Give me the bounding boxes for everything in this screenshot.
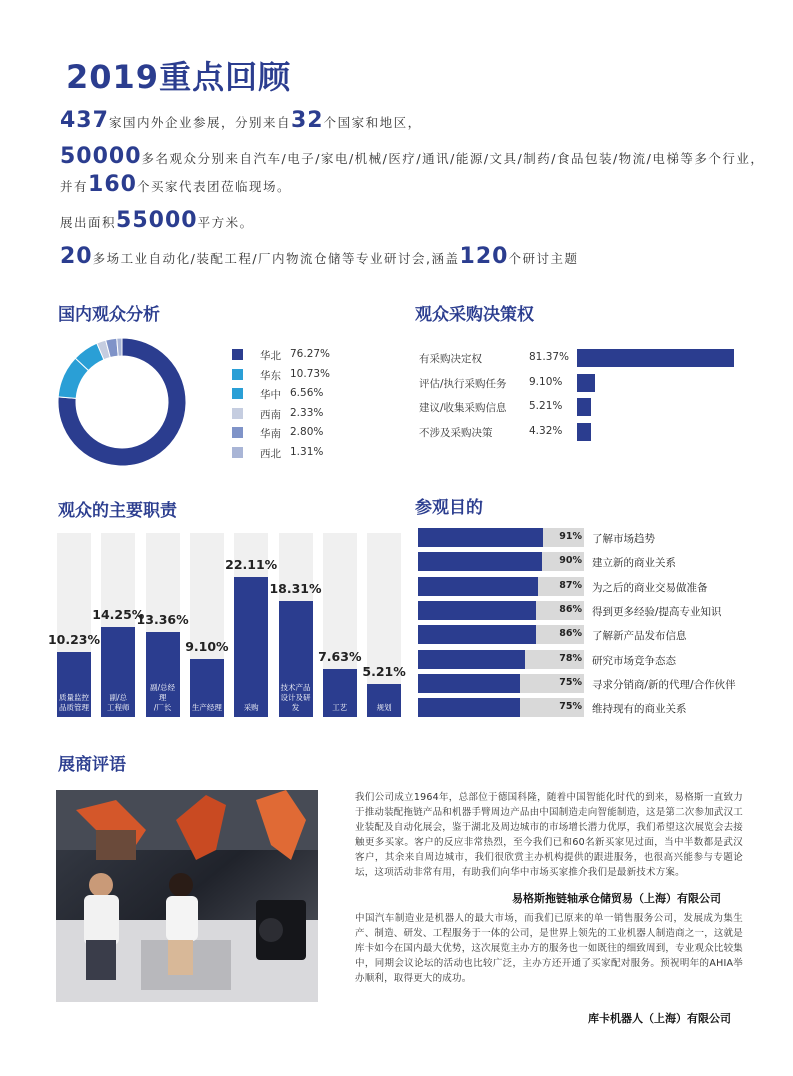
purpose-row (418, 698, 584, 717)
decision-row (413, 349, 743, 367)
job-bar (367, 684, 401, 717)
job-bar (323, 669, 357, 717)
purpose-label: 了解市场趋势 (592, 533, 655, 545)
purpose-label: 研究市场竞争态态 (592, 654, 676, 667)
stat-visitors: 50000多名观众分别来自汽车/电子/家电/机械/医疗/通讯/能源/文具/制药/食品包装/物流/电梯等多个行业， (60, 144, 765, 169)
decision-bar-chart (413, 340, 743, 455)
section-reviews-heading: 展商评语 (58, 755, 126, 775)
job-value: 14.25% (92, 606, 145, 622)
section-jobs-heading: 观众的主要职责 (58, 501, 177, 521)
job-label: 生产经理 (191, 703, 222, 712)
job-bar (146, 632, 180, 717)
legend-value: 10.73% (290, 367, 331, 380)
legend-value: 76.27% (290, 348, 331, 360)
purpose-value: 75% (559, 676, 582, 688)
purpose-row (418, 674, 584, 693)
stat-seminars: 20多场工业自动化/装配工程/厂内物流仓储等专业研讨会,涵盖120个研讨主题 (60, 244, 579, 269)
legend-label: 华东 (260, 369, 281, 382)
legend-label: 华南 (260, 428, 281, 440)
job-column (190, 533, 224, 717)
job-value: 13.36% (136, 612, 189, 628)
job-label: 副/总 工程师 (107, 693, 130, 712)
section-domestic-heading: 国内观众分析 (58, 305, 160, 325)
job-bar (190, 659, 224, 717)
review-1-text: 我们公司成立1964年，总部位于德国科隆，随着中国智能化时代的到来，易格斯一直致力于推动装配拖链产品和机器手臂周边产品由中国制造走向智能制造，这是第二次参加武汉工业装配及自动化展会，鉴于湖北及周边城市的市场增长潜力优厚，我们希望这次展览会去接触更多买家。客户的反应非常热烈，至今我们已和60名新买家见过面，当中半数都是武汉客户，其余来自周边城市，我们很欣赏主办机构提供的跟进服务，也很高兴能参与专题论坛，这项活动非常有用，有助我们向华中市场买家推介我们是最新技术方案。 (355, 792, 744, 878)
section-decision-heading: 观众采购决策权 (415, 305, 534, 325)
purpose-label: 为之后的商业交易做准备 (592, 581, 708, 594)
legend-value: 2.80% (290, 426, 324, 438)
job-value: 10.23% (47, 632, 101, 648)
stat-delegations: 并有160个买家代表团莅临现场。 (60, 172, 291, 197)
purpose-value: 78% (559, 652, 582, 664)
legend-swatch (232, 447, 243, 458)
purpose-row (418, 552, 584, 571)
decision-row (413, 398, 743, 416)
purpose-bar (418, 698, 520, 717)
purpose-bar (418, 528, 543, 547)
job-bar (234, 577, 268, 717)
decision-bar (577, 398, 591, 416)
job-column (101, 533, 135, 717)
purpose-label: 寻求分销商/新的代理/合作伙伴 (592, 678, 736, 691)
decision-bar (577, 349, 734, 367)
purpose-value: 90% (559, 555, 582, 567)
legend-value: 6.56% (290, 387, 324, 399)
job-column (57, 533, 91, 717)
region-donut-chart (56, 336, 188, 468)
decision-row (413, 423, 743, 441)
legend-swatch (232, 408, 243, 419)
legend-swatch (232, 369, 243, 380)
decision-value: 4.32% (529, 424, 563, 437)
legend-value: 1.31% (290, 445, 324, 458)
decision-bar (577, 374, 595, 392)
job-label: 采购 (243, 703, 259, 712)
purpose-value: 86% (559, 603, 582, 615)
decision-label: 评估/执行采购任务 (419, 377, 507, 390)
job-column (279, 533, 313, 717)
job-column (323, 533, 357, 717)
job-bar (57, 652, 91, 717)
purpose-label: 维持现有的商业关系 (592, 703, 687, 716)
decision-bar (577, 423, 591, 441)
legend-label: 西南 (260, 408, 281, 421)
job-label: 规划 (376, 703, 392, 712)
donut-slice (117, 338, 122, 356)
decision-value: 81.37% (529, 351, 570, 363)
purpose-value: 91% (559, 531, 582, 542)
purpose-label: 建立新的商业关系 (592, 557, 676, 570)
job-value: 22.11% (225, 557, 278, 572)
purpose-row (418, 625, 584, 644)
job-value: 9.10% (185, 639, 229, 655)
purpose-row (418, 528, 584, 547)
job-value: 18.31% (269, 581, 322, 597)
purpose-value: 86% (559, 628, 582, 640)
purpose-label: 了解新产品发布信息 (592, 630, 687, 643)
purpose-bar (418, 625, 536, 644)
purpose-row (418, 577, 584, 596)
purpose-row (418, 601, 584, 620)
purpose-bar (418, 650, 525, 669)
job-label: 质量监控 品质管理 (59, 693, 89, 712)
section-purpose-heading: 参观目的 (415, 498, 483, 518)
job-value: 7.63% (318, 648, 362, 664)
purpose-row (418, 650, 584, 669)
purpose-bar (418, 577, 538, 596)
purpose-bar (418, 552, 542, 571)
legend-label: 华中 (260, 389, 281, 401)
decision-row (413, 374, 743, 392)
job-label: 工艺 (332, 703, 348, 712)
purpose-bar (418, 601, 536, 620)
legend-swatch (232, 427, 243, 438)
job-label: 技术产品 设计及研发 (280, 683, 311, 712)
page-title: 2019重点回顾 (66, 58, 292, 96)
review-1-company: 易格斯拖链轴承仓储贸易（上海）有限公司 (512, 892, 721, 905)
decision-label: 有采购决定权 (419, 353, 482, 365)
legend-value: 2.33% (290, 406, 324, 419)
job-bar (101, 627, 135, 717)
job-label: 副/总经理 /厂长 (150, 683, 176, 712)
decision-label: 不涉及采购决策 (419, 426, 493, 439)
purpose-value: 87% (559, 579, 582, 591)
job-bar (279, 601, 313, 717)
purpose-label: 得到更多经验/提高专业知识 (592, 605, 722, 618)
decision-label: 建议/收集采购信息 (419, 402, 507, 414)
decision-value: 9.10% (529, 375, 563, 388)
legend-swatch (232, 349, 243, 360)
legend-swatch (232, 388, 243, 399)
interview-photo (56, 790, 318, 1002)
purpose-value: 75% (559, 701, 582, 713)
stat-area: 展出面积55000平方米。 (60, 208, 254, 233)
purpose-bar (418, 674, 520, 693)
job-value: 5.21% (362, 664, 406, 679)
decision-value: 5.21% (529, 400, 563, 412)
review-2-text: 中国汽车制造业是机器人的最大市场，而我们已原来的单一销售服务公司，发展成为集生产、制造、研发、工程服务于一体的公司，是世界上领先的工业机器人制造商之一，这就是库卡如今在国内最大优势，这次展览主办方的服务也一如既往的细致周到，专业观众比较集中，同期会议论坛的活动也比较广泛，主办方还开通了买家配对服务。预祝明年的AHIA举办顺利，取得更大的成功。 (355, 913, 744, 984)
legend-label: 西北 (260, 447, 281, 460)
job-column (367, 533, 401, 717)
stat-exhibitors: 437家国内外企业参展，分别来自32个国家和地区， (60, 108, 422, 133)
review-2-company: 库卡机器人（上海）有限公司 (588, 1012, 731, 1025)
legend-label: 华北 (260, 350, 281, 362)
